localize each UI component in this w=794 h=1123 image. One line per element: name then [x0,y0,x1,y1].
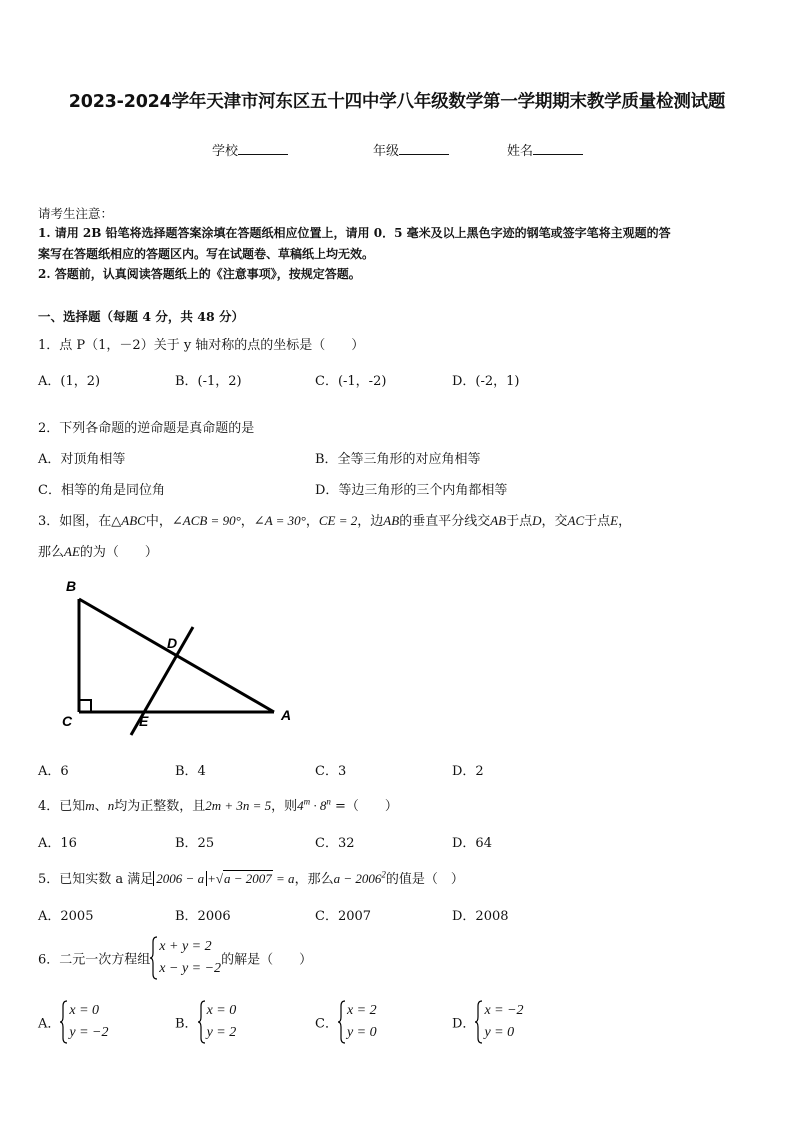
q1-option-c[interactable]: C．(-1，-2) [315,374,387,389]
school-blank[interactable] [238,142,288,155]
q2-option-b[interactable]: B．全等三角形的对应角相等 [315,452,481,467]
q6-option-c[interactable]: C． x = 2 y = 0 [315,1000,377,1044]
label-c: C [62,713,73,729]
q2-option-a[interactable]: A．对顶角相等 [38,452,126,467]
label-b: B [66,578,77,594]
q1-option-d[interactable]: D．(-2，1) [452,374,520,389]
q1-option-a[interactable]: A．(1，2) [38,374,101,389]
q5-option-b[interactable]: B．2006 [175,909,231,924]
q3-stem-line-2: 那么AE的为（ ） [38,544,158,560]
q4-option-d[interactable]: D．64 [452,836,492,851]
q5-stem: 5．已知实数 a 满足 2006 − a +√a − 2007 = a，那么$a - 2006^2$的值是（ ） [38,869,464,887]
q3-option-b[interactable]: B．4 [175,764,206,779]
name-blank[interactable] [533,142,583,155]
grade-label: 年级 [373,144,400,159]
q6-equation-system: x + y = 2 x − y = −2 [150,936,221,980]
q5-option-d[interactable]: D．2008 [452,909,509,924]
school-field[interactable] [212,140,288,159]
q3-triangle-figure [55,575,305,740]
q4-stem: 4．已知m、n均为正整数，且2m + 3n = 5，则$4^m \cdot 8^n$ =（ ） [38,796,398,814]
note-1-line-2: 案写在答题纸相应的答题区内。写在试题卷、草稿纸上均无效。 [38,247,375,261]
label-e: E [139,713,149,729]
page-title: 2023-2024学年天津市河东区五十四中学八年级数学第一学期期末教学质量检测试题 [68,92,726,112]
q3-option-d[interactable]: D．2 [452,764,484,779]
q6-option-b[interactable]: B． x = 0 y = 2 [175,1000,236,1044]
q6-stem: 6．二元一次方程组 x + y = 2 x − y = −2 的解是（ ） [38,936,312,980]
q5-absolute-value: 2006 − a [153,871,207,886]
q2-option-d[interactable]: D．等边三角形的三个内角都相等 [315,483,508,498]
label-d: D [167,635,178,651]
name-label: 姓名 [507,144,534,159]
section-heading: 一、选择题（每题 4 分，共 48 分） [38,309,245,324]
q1-stem: 1．点 P（1，－2）关于 y 轴对称的点的坐标是（ ） [38,338,365,353]
q4-option-a[interactable]: A．16 [38,836,77,851]
q5-option-c[interactable]: C．2007 [315,909,372,924]
name-field[interactable] [507,140,583,159]
right-angle-mark [79,700,91,712]
note-1-line-1: 1. 请用 2B 铅笔将选择题答案涂填在答题纸相应位置上，请用 0．5 毫米及以上黑色字迹的钢笔或签字笔将主观题的答 [38,226,671,240]
q6-option-d[interactable]: D． x = −2 y = 0 [452,1000,524,1044]
q2-option-c[interactable]: C．相等的角是同位角 [38,483,165,498]
q5-option-a[interactable]: A．2005 [38,909,94,924]
grade-blank[interactable] [399,142,449,155]
q5-radicand: a − 2007 [224,871,272,886]
q3-option-a[interactable]: A．6 [38,764,69,779]
q3-stem-line-1: 3．如图，在△ABC中，∠ACB = 90°，∠A = 30°，CE = 2，边AB的垂直平分线交AB于点D，交AC于点E， [38,513,632,529]
q4-option-b[interactable]: B．25 [175,836,215,851]
notes-heading: 请考生注意： [38,206,114,221]
q4-option-c[interactable]: C．32 [315,836,355,851]
note-2: 2. 答题前，认真阅读答题纸上的《注意事项》，按规定答题。 [38,267,361,281]
label-a: A [281,707,292,723]
grade-field[interactable] [373,140,449,159]
q1-option-b[interactable]: B．(-1，2) [175,374,242,389]
q3-option-c[interactable]: C．3 [315,764,347,779]
q2-stem: 2．下列各命题的逆命题是真命题的是 [38,421,255,436]
q6-option-a[interactable]: A． x = 0 y = −2 [38,1000,109,1044]
school-label: 学校 [212,144,239,159]
